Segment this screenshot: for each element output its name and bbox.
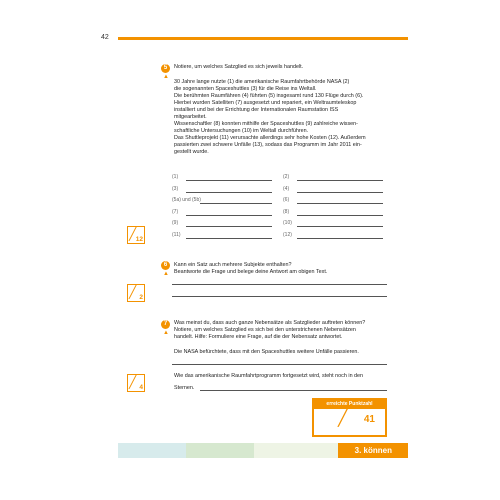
section-segment xyxy=(118,443,186,458)
triangle-icon: ▲ xyxy=(163,74,169,80)
score-box-ex6[interactable]: ╱ 2 xyxy=(129,285,143,301)
answer-cell[interactable]: (1) xyxy=(172,174,272,180)
answer-cell[interactable]: (5a) und (5b) xyxy=(172,197,272,203)
ex5-line: schaftliche Untersuchungen (10) im Weltall durchführen. xyxy=(174,128,309,134)
exercise-7-instruction: Was meinst du, dass auch ganze Nebensätze als Satzglieder auftreten können? Notiere, um welches Satzglied es sich bei den unterstrichenen Nebensätzen handelt. Hilfe: Formuliere eine Frage, auf die der Nebensatz antwortet. xyxy=(174,320,366,340)
answer-cell[interactable]: (6) xyxy=(283,197,383,203)
ex5-line: Das Shuttleprojekt (11) verursachte allerdings sehr hohe Kosten (12). Außerdem xyxy=(174,135,366,141)
slash-icon: ╱ xyxy=(129,285,137,299)
ex5-line: Hierbei wurden Satelliten (7) ausgesetzt und repariert, ein Weltraumteleskop xyxy=(174,100,357,106)
exercise-5-badge: 5 xyxy=(161,64,170,73)
answer-row xyxy=(172,209,387,221)
answer-cell[interactable]: (2) xyxy=(283,174,383,180)
example-sentence-1: Die NASA befürchtete, dass mit den Spaceshuttles weitere Unfälle passieren. xyxy=(174,349,359,355)
top-rule xyxy=(118,37,408,40)
answer-line[interactable] xyxy=(172,364,387,365)
answer-cell[interactable]: (12) xyxy=(283,232,383,238)
score-box-ex7[interactable]: ╱ 4 xyxy=(129,375,143,391)
ex5-line: die sogenannten Spaceshuttles (3) für die Reise ins Weltall. xyxy=(174,86,317,92)
section-label: 3. können xyxy=(338,443,408,458)
example-sentence-2: Wie das amerikanische Raumfahrtprogramm fortgesetzt wird, steht noch in den xyxy=(174,373,364,379)
page-number: 42 xyxy=(101,34,109,41)
exercise-7-badge: 7 xyxy=(161,320,170,329)
answer-grid xyxy=(172,174,387,243)
ex5-line: gestellt wurde. xyxy=(174,149,209,155)
triangle-icon: ▲ xyxy=(163,330,169,336)
ex5-line: installiert und bei der Errichtung der Internationalen Raumstation ISS xyxy=(174,107,339,113)
exercise-6-badge: 6 xyxy=(161,261,170,270)
section-segment xyxy=(254,443,338,458)
answer-cell[interactable]: (7) xyxy=(172,209,272,215)
answer-cell[interactable]: (3) xyxy=(172,186,272,192)
answer-row xyxy=(172,197,387,209)
exercise-5-instruction: Notiere, um welches Satzglied es sich jeweils handelt. xyxy=(174,64,304,70)
answer-cell[interactable]: (10) xyxy=(283,220,383,226)
answer-row xyxy=(172,220,387,232)
ex5-line: Die berühmten Raumfähren (4) führten (5) insgesamt rund 130 Flüge durch (6). xyxy=(174,93,364,99)
score-box-ex5[interactable]: ╱ 12 xyxy=(129,227,143,243)
ex5-line: 30 Jahre lange nutzte (1) die amerikanische Raumfahrtbehörde NASA (2) xyxy=(174,79,350,85)
answer-cell[interactable]: (8) xyxy=(283,209,383,215)
answer-cell[interactable]: (11) xyxy=(172,232,272,238)
section-bar xyxy=(118,443,408,458)
slash-icon: ╱ xyxy=(338,410,348,427)
section-segment xyxy=(186,443,254,458)
answer-cell[interactable]: (9) xyxy=(172,220,272,226)
answer-row xyxy=(172,232,387,244)
exercise-6-instruction: Kann ein Satz auch mehrere Subjekte enthalten? Beantworte die Frage und belege deine Antwort am obigen Text. xyxy=(174,262,328,275)
ex5-line: passierten zwei schwere Unfälle (13), sodass das Programm im Jahr 2011 ein- xyxy=(174,142,362,148)
triangle-icon: ▲ xyxy=(163,271,169,277)
ex5-line: mitgearbeitet. xyxy=(174,114,207,120)
answer-cell[interactable]: (4) xyxy=(283,186,383,192)
slash-icon: ╱ xyxy=(129,375,137,389)
slash-icon: ╱ xyxy=(129,227,137,241)
answer-line[interactable] xyxy=(172,284,387,285)
ex5-line: Wissenschaftler (8) konnten mithilfe der Spaceshuttles (9) zahlreiche wissen- xyxy=(174,121,358,127)
answer-row xyxy=(172,174,387,186)
example-sentence-2-end: Sternen. xyxy=(174,385,195,391)
total-score-box xyxy=(312,398,387,437)
total-score-value: 41 xyxy=(363,414,375,425)
answer-line[interactable] xyxy=(172,296,387,297)
exercise-5-text xyxy=(174,79,389,156)
total-score-label: erreichte Punktzahl xyxy=(314,400,385,409)
answer-row xyxy=(172,186,387,198)
answer-line[interactable] xyxy=(200,390,387,391)
